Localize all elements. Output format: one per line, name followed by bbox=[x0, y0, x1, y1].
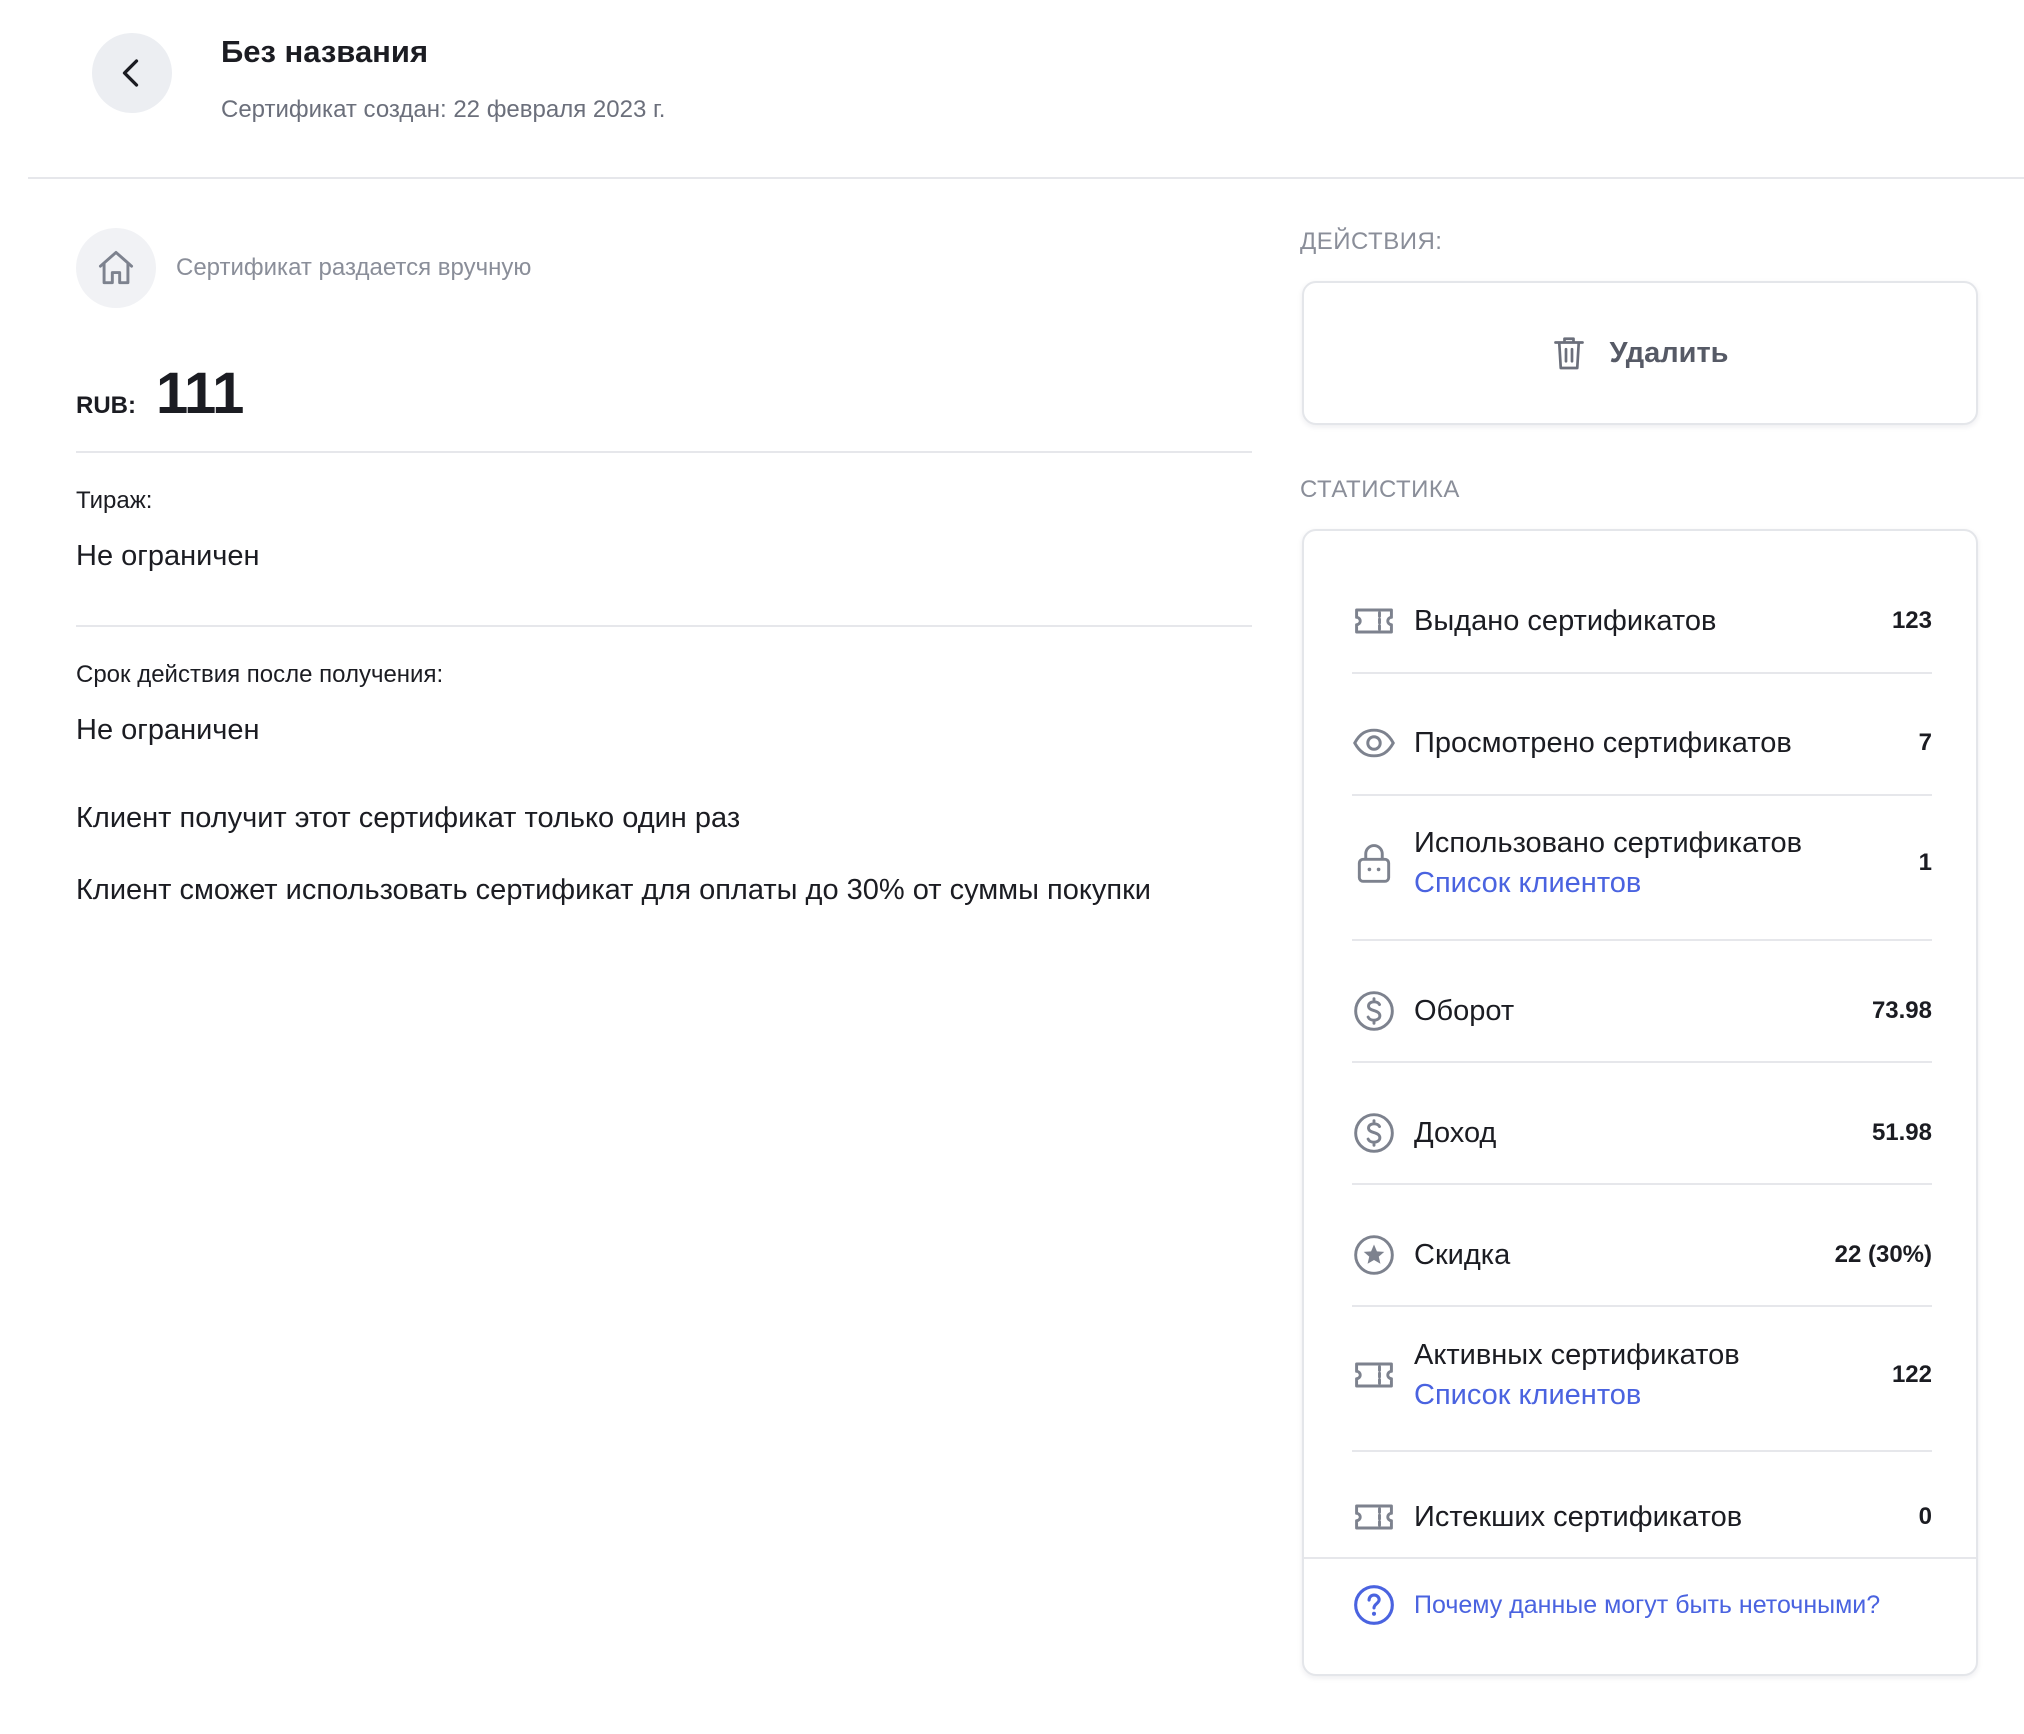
client-list-link[interactable]: Список клиентов bbox=[1414, 1379, 1642, 1411]
dollar-circle-icon bbox=[1352, 1111, 1396, 1155]
page-header bbox=[0, 0, 2024, 180]
stat-label: Скидка bbox=[1414, 1239, 1511, 1271]
stat-value: 22 (30%) bbox=[1834, 1241, 1932, 1268]
stat-row-turnover bbox=[1352, 991, 1932, 1031]
stat-value: 0 bbox=[1918, 1503, 1932, 1530]
amount-value: 111 bbox=[156, 361, 244, 426]
validity-label: Срок действия после получения: bbox=[76, 661, 444, 688]
note-once: Клиент получит этот сертификат только один раз bbox=[76, 802, 741, 834]
distribution-mode bbox=[76, 228, 531, 308]
divider bbox=[1352, 1061, 1932, 1063]
stat-row-expired bbox=[1352, 1497, 1932, 1537]
stat-label: Использовано сертификатов bbox=[1414, 827, 1803, 859]
created-date: Сертификат создан: 22 февраля 2023 г. bbox=[221, 96, 666, 123]
stat-row-active bbox=[1352, 1331, 1932, 1419]
note-payment: Клиент сможет использовать сертификат для оплаты до 30% от суммы покупки bbox=[76, 874, 1151, 906]
back-button[interactable] bbox=[92, 33, 172, 113]
stat-value: 73.98 bbox=[1871, 997, 1932, 1024]
divider bbox=[1352, 1305, 1932, 1307]
stat-row-issued bbox=[1352, 601, 1932, 641]
eye-icon bbox=[1352, 721, 1396, 765]
divider bbox=[1352, 939, 1932, 941]
stat-value: 123 bbox=[1891, 607, 1932, 634]
stat-row-discount bbox=[1352, 1235, 1932, 1275]
stats-label: СТАТИСТИКА bbox=[1300, 476, 1460, 503]
currency-label: RUB: bbox=[76, 392, 136, 419]
card-footer-divider bbox=[1304, 1557, 1976, 1559]
divider bbox=[1352, 1450, 1932, 1452]
stat-label: Истекших сертификатов bbox=[1414, 1501, 1743, 1533]
stat-value: 122 bbox=[1891, 1361, 1932, 1388]
stat-label: Оборот bbox=[1414, 995, 1515, 1027]
divider bbox=[1352, 1183, 1932, 1185]
divider bbox=[76, 451, 1252, 453]
delete-label: Удалить bbox=[1609, 336, 1729, 369]
actions-label: ДЕЙСТВИЯ: bbox=[1300, 228, 1443, 255]
home-icon bbox=[76, 228, 156, 308]
client-list-link[interactable]: Список клиентов bbox=[1414, 867, 1642, 899]
header-divider bbox=[28, 177, 2024, 179]
ticket-icon bbox=[1352, 599, 1396, 643]
stat-value: 7 bbox=[1918, 729, 1932, 756]
stat-label: Выдано сертификатов bbox=[1414, 605, 1717, 637]
divider bbox=[1352, 672, 1932, 674]
stat-label: Просмотрено сертификатов bbox=[1414, 727, 1792, 759]
data-accuracy-text: Почему данные могут быть неточными? bbox=[1414, 1590, 1881, 1619]
data-accuracy-link[interactable] bbox=[1352, 1583, 1880, 1627]
page-title: Без названия bbox=[221, 34, 429, 69]
distribution-mode-text: Сертификат раздается вручную bbox=[176, 254, 532, 281]
circulation-label: Тираж: bbox=[76, 487, 153, 514]
trash-icon bbox=[1551, 333, 1587, 373]
ticket-icon bbox=[1352, 1353, 1396, 1397]
stat-value: 1 bbox=[1918, 849, 1932, 876]
stat-row-used bbox=[1352, 819, 1932, 907]
star-circle-icon bbox=[1352, 1233, 1396, 1277]
divider bbox=[1352, 794, 1932, 796]
stat-row-income bbox=[1352, 1113, 1932, 1153]
question-circle-icon bbox=[1352, 1583, 1396, 1627]
stat-label: Активных сертификатов bbox=[1414, 1339, 1740, 1371]
stat-row-viewed bbox=[1352, 723, 1932, 763]
ticket-icon bbox=[1352, 1495, 1396, 1539]
stat-value: 51.98 bbox=[1871, 1119, 1932, 1146]
certificate-value bbox=[76, 360, 243, 427]
stat-label: Доход bbox=[1414, 1117, 1497, 1149]
stats-card bbox=[1302, 529, 1978, 1676]
dollar-circle-icon bbox=[1352, 989, 1396, 1033]
divider bbox=[76, 625, 1252, 627]
delete-button[interactable] bbox=[1302, 281, 1978, 425]
chevron-left-icon bbox=[114, 55, 150, 91]
validity-value: Не ограничен bbox=[76, 714, 260, 746]
circulation-value: Не ограничен bbox=[76, 540, 260, 572]
lock-icon bbox=[1352, 841, 1396, 885]
